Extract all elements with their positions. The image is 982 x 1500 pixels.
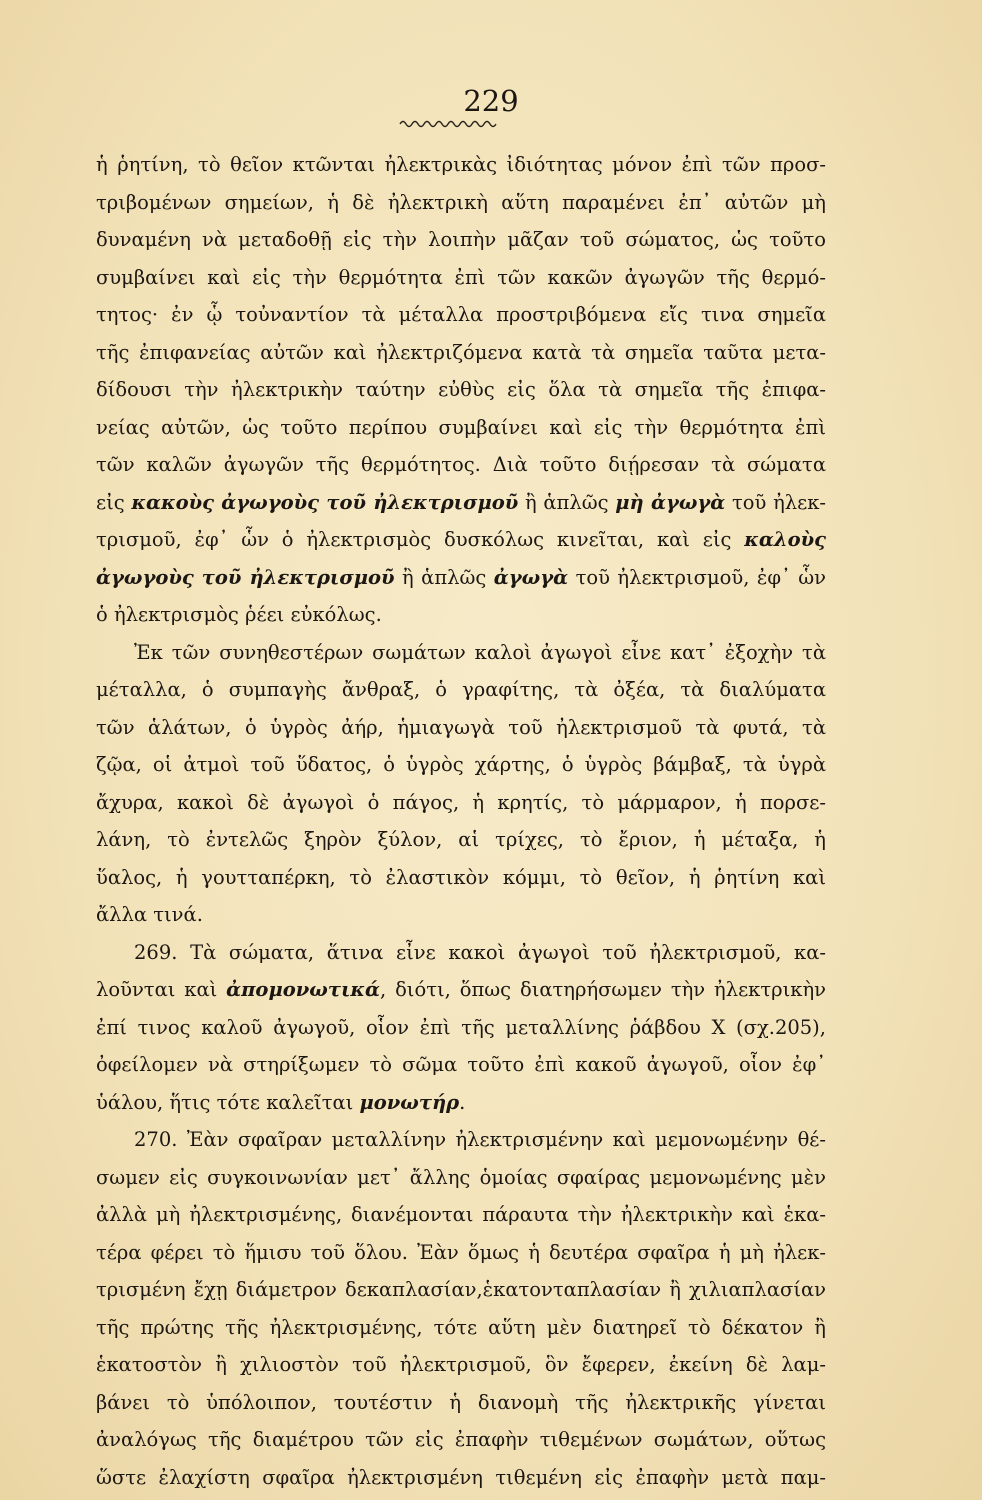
text-line: λάνη, τὸ ἐντελῶς ξηρὸν ξύλον, αἱ τρίχες, τὸ ἔριον, ἡ μέταξα, ἡ [96,828,826,851]
text-line: ἄλλα τινά. [96,903,203,926]
text-line: βάνει τὸ ὑπόλοιπον, τουτέστιν ἡ διανομὴ τῆς ἠλεκτρικῆς γίνεται [96,1390,826,1414]
term-conductive: ἀγωγὰ [493,565,569,589]
text-line: τριβομένων σημείων, ἡ δὲ ἠλεκτρικὴ αὕτη παραμένει ἐπ᾽ αὐτῶν μὴ [96,190,826,214]
text-line: τῶν ἁλάτων, ὁ ὑγρὸς ἀήρ, ἡμιαγωγὰ τοῦ ἠλεκτρισμοῦ τὰ φυτά, τὰ [96,715,826,739]
text-line: εἰς κακοὺς ἀγωγοὺς τοῦ ἠλεκτρισμοῦ ἢ ἁπλῶς μὴ ἀγωγὰ τοῦ ἠλεκ- [96,490,826,514]
text-line: τέρα φέρει τὸ ἥμισυ τοῦ ὅλου. Ἐὰν ὅμως ἡ δευτέρα σφαῖρα ἡ μὴ ἠλεκ- [96,1240,826,1264]
wavy-rule-ornament [398,118,498,130]
text-line: μέταλλα, ὁ συμπαγὴς ἄνθραξ, ὁ γραφίτης, τὰ ὀξέα, τὰ διαλύματα [96,678,826,701]
text-line: ὕαλος, ἡ γουτταπέρκη, τὸ ἐλαστικὸν κόμμι, τὸ θεῖον, ἡ ῥητίνη καὶ [96,865,826,889]
text-line: τῆς πρώτης τῆς ἠλεκτρισμένης, τότε αὕτη μὲν διατηρεῖ τὸ δέκατον ἢ [96,1315,826,1339]
text-line: συμβαίνει καὶ εἰς τὴν θερμότητα ἐπὶ τῶν κακῶν ἀγωγῶν τῆς θερμό- [96,265,826,289]
text-line: ὁ ἠλεκτρισμὸς ῥέει εὐκόλως. [96,603,382,626]
body-text [96,146,826,1496]
text-line: λοῦνται καὶ ἀπομονωτικά, διότι, ὅπως διατηρήσωμεν τὴν ἠλεκτρικὴν [96,978,826,1001]
text-line: ἀναλόγως τῆς διαμέτρου τῶν εἰς ἐπαφὴν τιθεμένων σωμάτων, οὕτως [96,1428,826,1451]
text-line: ἡ ῥητίνη, τὸ θεῖον κτῶνται ἠλεκτρικὰς ἰδιότητας μόνον ἐπὶ τῶν προσ- [96,153,826,176]
text-line: ἀλλὰ μὴ ἠλεκτρισμένης, διανέμονται πάραυτα τὴν ἠλεκτρικὴν καὶ ἑκα- [96,1203,826,1226]
section-270-start: 270. Ἐὰν σφαῖραν μεταλλίνην ἠλεκτρισμένην καὶ μεμονωμένην θέ- [134,1128,826,1151]
page-number: 229 [463,84,519,118]
term-non-conductive: μὴ ἀγωγὰ [615,490,726,514]
text-line: ζῷα, οἱ ἀτμοὶ τοῦ ὕδατος, ὁ ὑγρὸς χάρτης, ὁ ὑγρὸς βάμβαξ, τὰ ὑγρὰ [96,753,826,776]
section-269-start: 269. Τὰ σώματα, ἅτινα εἶνε κακοὶ ἀγωγοὶ τοῦ ἠλεκτρισμοῦ, κα- [134,940,826,964]
text-line: σωμεν εἰς συγκοινωνίαν μετ᾽ ἄλλης ὁμοίας σφαίρας μεμονωμένης μὲν [96,1165,826,1189]
term-bad-conductors: κακοὺς ἀγωγοὺς τοῦ ἠλεκτρισμοῦ [131,490,519,514]
text-line: ὀφείλομεν νὰ στηρίξωμεν τὸ σῶμα τοῦτο ἐπὶ κακοῦ ἀγωγοῦ, οἷον ἐφ᾽ [96,1053,826,1076]
text-line: τῆς ἐπιφανείας αὐτῶν καὶ ἠλεκτριζόμενα κατὰ τὰ σημεῖα ταῦτα μετα- [96,340,826,364]
text-line: ἄχυρα, κακοὶ δὲ ἀγωγοὶ ὁ πάγος, ἡ κρητίς, τὸ μάρμαρον, ἡ πορσε- [96,790,826,814]
term-good: καλοὺς [744,528,826,551]
text-line: ὑάλου, ἥτις τότε καλεῖται μονωτήρ. [96,1090,466,1114]
term-insulating: ἀπομονωτικά [226,978,380,1001]
text-line: τρισμένη ἔχῃ διάμετρον δεκαπλασίαν,ἑκατονταπλασίαν ἢ χιλιαπλασίαν [96,1278,826,1301]
text-line: δυναμένη νὰ μεταδοθῇ εἰς τὴν λοιπὴν μᾶζαν τοῦ σώματος, ὡς τοῦτο [96,228,826,251]
term-insulator: μονωτήρ [359,1090,460,1114]
text-line: νείας αὐτῶν, ὡς τοῦτο περίπου συμβαίνει καὶ εἰς τὴν θερμότητα ἐπὶ [96,415,826,439]
text-line: τῶν καλῶν ἀγωγῶν τῆς θερμότητος. Διὰ τοῦτο διῄρεσαν τὰ σώματα [96,453,826,476]
text-line: τρισμοῦ, ἐφ᾽ ὧν ὁ ἠλεκτρισμὸς δυσκόλως κινεῖται, καὶ εἰς καλοὺς [96,528,826,551]
text-line: ὥστε ἐλαχίστη σφαῖρα ἠλεκτρισμένη τιθεμένη εἰς ἐπαφὴν μετὰ παμ- [96,1465,826,1489]
text-line: τητος· ἐν ᾧ τοὐναντίον τὰ μέταλλα προστριβόμενα εἴς τινα σημεῖα [96,303,826,326]
text-line: ἑκατοστὸν ἢ χιλιοστὸν τοῦ ἠλεκτρισμοῦ, ὃν ἔφερεν, ἐκείνη δὲ λαμ- [96,1353,826,1376]
text-line: ἀγωγοὺς τοῦ ἠλεκτρισμοῦ ἢ ἁπλῶς ἀγωγὰ τοῦ ἠλεκτρισμοῦ, ἐφ᾽ ὧν [96,565,826,589]
text-line: Ἐκ τῶν συνηθεστέρων σωμάτων καλοὶ ἀγωγοὶ εἶνε κατ᾽ ἐξοχὴν τὰ [134,640,826,664]
term-conductors: ἀγωγοὺς τοῦ ἠλεκτρισμοῦ [96,565,395,589]
text-line: δίδουσι τὴν ἠλεκτρικὴν ταύτην εὐθὺς εἰς ὅλα τὰ σημεῖα τῆς ἐπιφα- [96,378,826,401]
text-line: ἐπί τινος καλοῦ ἀγωγοῦ, οἷον ἐπὶ τῆς μεταλλίνης ῥάβδου X (σχ.205), [96,1015,826,1039]
